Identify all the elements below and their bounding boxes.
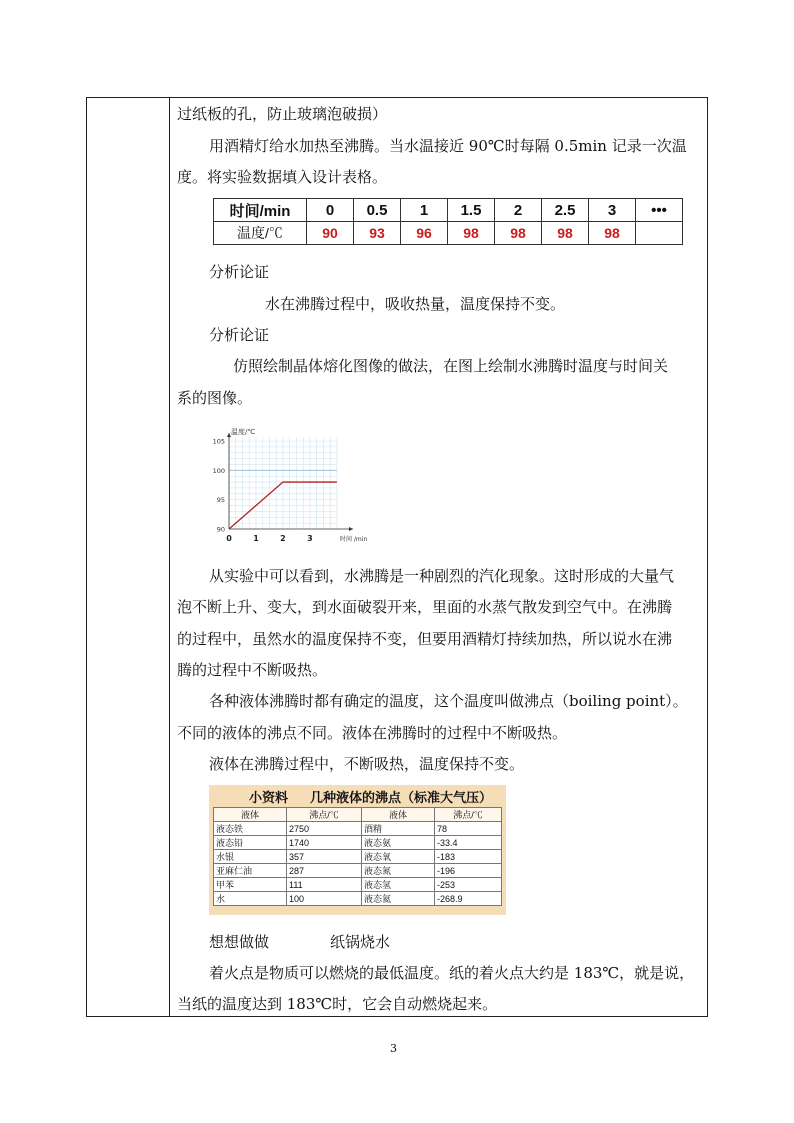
y-tick-label: 100 — [212, 466, 225, 475]
y-axis-label: 温度/℃ — [231, 428, 256, 436]
time-cell: 2.5 — [542, 199, 589, 222]
table-cell: 水 — [214, 892, 287, 906]
draw-instruction-line-1: 仿照绘制晶体熔化图像的做法，在图上绘制水沸腾时温度与时间关 — [233, 357, 669, 375]
reference-title-prefix: 小资料 — [249, 789, 289, 805]
think-title: 纸锅烧水 — [330, 933, 391, 951]
x-tick-label: 0 — [226, 534, 232, 543]
table-column-divider — [169, 97, 170, 1017]
text-line-3: 度。将实验数据填入设计表格。 — [177, 168, 388, 186]
temperature-cell: 98 — [448, 222, 495, 245]
temperature-time-chart — [200, 420, 370, 548]
phenomenon-line-2: 泡不断上升、变大，到水面破裂开来，里面的水蒸气散发到空气中。在沸腾 — [177, 598, 673, 616]
temperature-cell: 98 — [495, 222, 542, 245]
table-cell: 液态氮 — [362, 864, 435, 878]
temperature-cell: 93 — [354, 222, 401, 245]
temperature-row — [214, 222, 683, 245]
table-cell: 287 — [287, 864, 362, 878]
reference-title — [209, 785, 506, 807]
conclusion-text: 水在沸腾过程中，吸收热量，温度保持不变。 — [265, 295, 566, 313]
table-row — [214, 836, 502, 850]
table-cell: -196 — [435, 864, 502, 878]
x-tick-label: 1 — [253, 534, 259, 543]
boiling-point-line-1: 各种液体沸腾时都有确定的温度，这个温度叫做沸点（boiling point）。 — [209, 692, 688, 710]
text-line-1: 过纸板的孔，防止玻璃泡破损） — [177, 105, 388, 123]
text-line-2: 用酒精灯给水加热至沸腾。当水温接近 90℃时每隔 0.5min 记录一次温 — [209, 137, 687, 155]
boiling-points-table — [213, 807, 502, 906]
time-row-label: 时间/min — [214, 199, 307, 222]
time-cell: 0 — [307, 199, 354, 222]
table-cell: 357 — [287, 850, 362, 864]
phenomenon-line-4: 腾的过程中不断吸热。 — [177, 661, 328, 679]
temperature-cell: 98 — [542, 222, 589, 245]
experiment-data-table — [213, 198, 683, 245]
boiling-points-reference — [209, 785, 506, 915]
table-cell: 78 — [435, 822, 502, 836]
temperature-cell: 96 — [401, 222, 448, 245]
table-cell: -253 — [435, 878, 502, 892]
table-row — [214, 822, 502, 836]
table-cell: 液态氨 — [362, 836, 435, 850]
table-cell: 111 — [287, 878, 362, 892]
header-cell: 液体 — [214, 808, 287, 822]
time-cell-ellipsis: ••• — [636, 199, 683, 222]
header-cell: 沸点/℃ — [287, 808, 362, 822]
x-axis-arrow — [349, 527, 353, 531]
table-cell: 液态铁 — [214, 822, 287, 836]
table-cell: 甲苯 — [214, 878, 287, 892]
table-cell: 100 — [287, 892, 362, 906]
table-row — [214, 864, 502, 878]
table-cell: -183 — [435, 850, 502, 864]
boiling-point-line-2: 不同的液体的沸点不同。液体在沸腾时的过程中不断吸热。 — [177, 724, 568, 742]
phenomenon-line-1: 从实验中可以看到，水沸腾是一种剧烈的汽化现象。这时形成的大量气 — [209, 567, 675, 585]
table-row — [214, 850, 502, 864]
table-cell: 水银 — [214, 850, 287, 864]
summary-text: 液体在沸腾过程中，不断吸热，温度保持不变。 — [209, 755, 525, 773]
temperature-row-label: 温度/℃ — [214, 222, 307, 245]
temperature-cell: 90 — [307, 222, 354, 245]
table-cell: 液态氧 — [362, 850, 435, 864]
table-cell: 1740 — [287, 836, 362, 850]
phenomenon-line-3: 的过程中，虽然水的温度保持不变，但要用酒精灯持续加热，所以说水在沸 — [177, 630, 673, 648]
header-cell: 沸点/℃ — [435, 808, 502, 822]
x-tick-label: 2 — [280, 534, 286, 543]
temperature-cell-empty — [636, 222, 683, 245]
x-tick-label: 3 — [307, 534, 313, 543]
time-cell: 1.5 — [448, 199, 495, 222]
time-cell: 3 — [589, 199, 636, 222]
section-heading-analysis-2: 分析论证 — [209, 326, 270, 344]
table-cell: 液态氢 — [362, 878, 435, 892]
time-cell: 0.5 — [354, 199, 401, 222]
table-cell: 液态铅 — [214, 836, 287, 850]
reference-title-text: 几种液体的沸点（标准大气压） — [310, 789, 493, 805]
x-axis-label: 时间 /min — [340, 536, 368, 543]
table-row — [214, 892, 502, 906]
table-cell: 酒精 — [362, 822, 435, 836]
section-heading-analysis: 分析论证 — [209, 263, 270, 281]
page-number: 3 — [390, 1042, 397, 1055]
table-cell: -33.4 — [435, 836, 502, 850]
table-cell: 液态氦 — [362, 892, 435, 906]
table-header-row — [214, 808, 502, 822]
table-cell: -268.9 — [435, 892, 502, 906]
y-tick-label: 105 — [212, 437, 225, 446]
y-tick-label: 95 — [216, 496, 225, 505]
header-cell: 液体 — [362, 808, 435, 822]
ignition-line-1: 着火点是物质可以燃烧的最低温度。纸的着火点大约是 183℃，就是说， — [209, 964, 695, 982]
table-row — [214, 878, 502, 892]
y-tick-label: 90 — [216, 525, 225, 534]
draw-instruction-line-2: 系的图像。 — [177, 389, 253, 407]
think-label: 想想做做 — [209, 933, 270, 951]
table-cell: 2750 — [287, 822, 362, 836]
time-cell: 2 — [495, 199, 542, 222]
time-row — [214, 199, 683, 222]
time-cell: 1 — [401, 199, 448, 222]
table-cell: 亚麻仁油 — [214, 864, 287, 878]
temperature-cell: 98 — [589, 222, 636, 245]
ignition-line-2: 当纸的温度达到 183℃时，它会自动燃烧起来。 — [177, 995, 498, 1013]
